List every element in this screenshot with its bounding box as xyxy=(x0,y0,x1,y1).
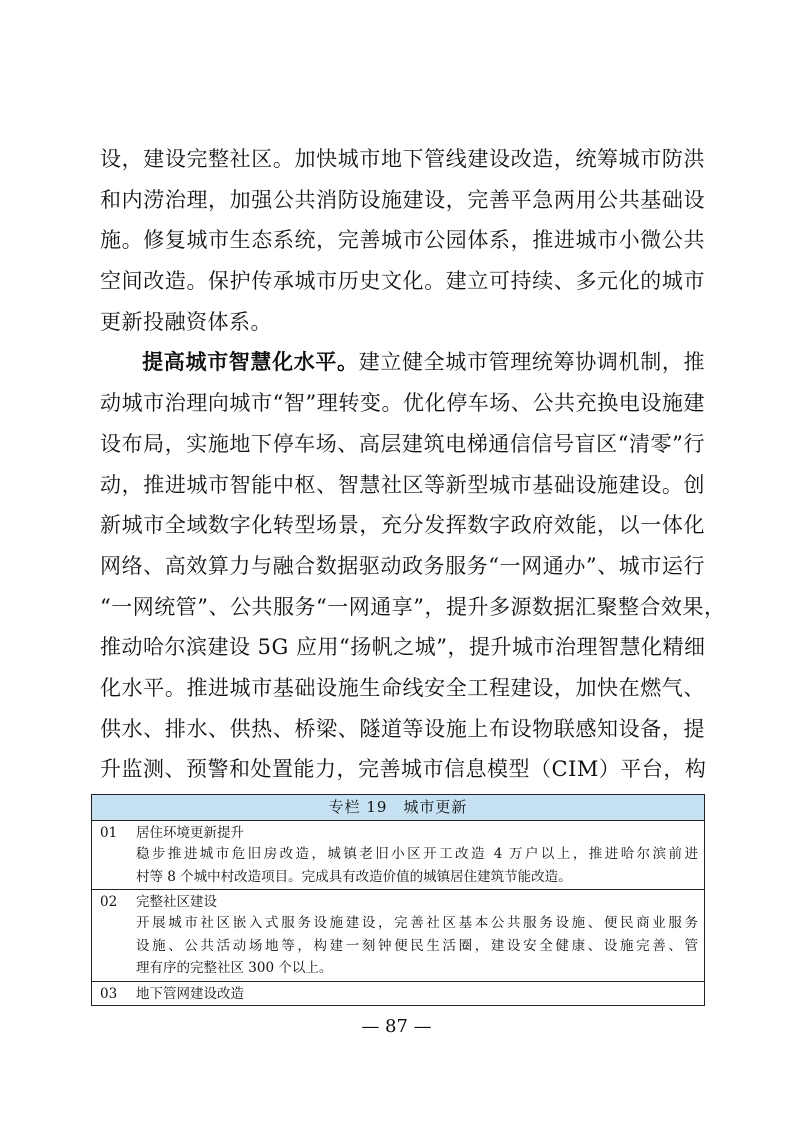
item-number: 03 xyxy=(100,985,118,1002)
paragraph-line: 供水、排水、供热、桥梁、隧道等设施上布设物联感知设备，提 xyxy=(100,716,705,741)
paragraph-line: “一网统管”、公共服务“一网通享”，提升多源数据汇聚整合效果， xyxy=(100,594,726,619)
paragraph-text: 建立健全城市管理统筹协调机制，推 xyxy=(358,350,706,375)
paragraph-line: 化水平。推进城市基础设施生命线安全工程建设，加快在燃气、 xyxy=(100,675,705,700)
box-item xyxy=(92,890,704,982)
item-text-line: 稳步推进城市危旧房改造，城镇老旧小区开工改造 4 万户以上，推进哈尔滨前进 xyxy=(136,846,698,862)
paragraph-line: 动城市治理向城市“智”理转变。优化停车场、公共充换电设施建 xyxy=(100,391,705,416)
page-number: — 87 — xyxy=(361,1016,432,1037)
box-title: 专栏 19 城市更新 xyxy=(92,795,704,821)
box-item xyxy=(92,821,704,890)
item-text-line: 设施、公共活动场地等，构建一刻钟便民生活圈，建设安全健康、设施完善、管 xyxy=(136,937,698,954)
item-title: 居住环境更新提升 xyxy=(136,825,244,841)
paragraph-line: 施。修复城市生态系统，完善城市公园体系，推进城市小微公共 xyxy=(100,228,705,253)
paragraph-line: 空间改造。保护传承城市历史文化。建立可持续、多元化的城市 xyxy=(100,269,705,294)
item-number: 01 xyxy=(100,825,118,841)
body-text xyxy=(100,139,726,831)
paragraph-line: 和内涝治理，加强公共消防设施建设，完善平急两用公共基础设 xyxy=(100,187,705,212)
paragraph-line: 动，推进城市智能中枢、智慧社区等新型城市基础设施建设。创 xyxy=(100,472,705,497)
paragraph-heading-line xyxy=(100,342,705,383)
item-text-line: 村等 8 个城中村改造项目。完成具有改造价值的城镇居住建筑节能改造。 xyxy=(136,868,572,885)
item-title: 完整社区建设 xyxy=(136,894,217,910)
paragraph-line: 更新投融资体系。 xyxy=(100,309,272,334)
paragraph-line: 推动哈尔滨建设 5G 应用“扬帆之城”，提升城市治理智慧化精细 xyxy=(100,635,706,660)
paragraph-line: 设布局，实施地下停车场、高层建筑电梯通信信号盲区“清零”行 xyxy=(100,431,705,456)
item-title: 地下管网建设改造 xyxy=(136,985,244,1002)
item-text-line: 理有序的完整社区 300 个以上。 xyxy=(136,960,333,976)
paragraph-line: 新城市全域数字化转型场景，充分发挥数字政府效能，以一体化 xyxy=(100,513,705,538)
paragraph-line: 设，建设完整社区。加快城市地下管线建设改造，统筹城市防洪 xyxy=(100,147,705,171)
paragraph-line: 网络、高效算力与融合数据驱动政务服务“一网通办”、城市运行 xyxy=(100,553,705,578)
item-number: 02 xyxy=(100,894,118,910)
paragraph-line: 升监测、预警和处置能力，完善城市信息模型（CIM）平台，构 xyxy=(100,757,707,782)
item-text-line: 开展城市社区嵌入式服务设施建设，完善社区基本公共服务设施、便民商业服务 xyxy=(136,915,698,931)
special-column-box xyxy=(91,794,705,1006)
section-heading: 提高城市智慧化水平。 xyxy=(142,349,359,375)
box-item xyxy=(92,982,704,1005)
